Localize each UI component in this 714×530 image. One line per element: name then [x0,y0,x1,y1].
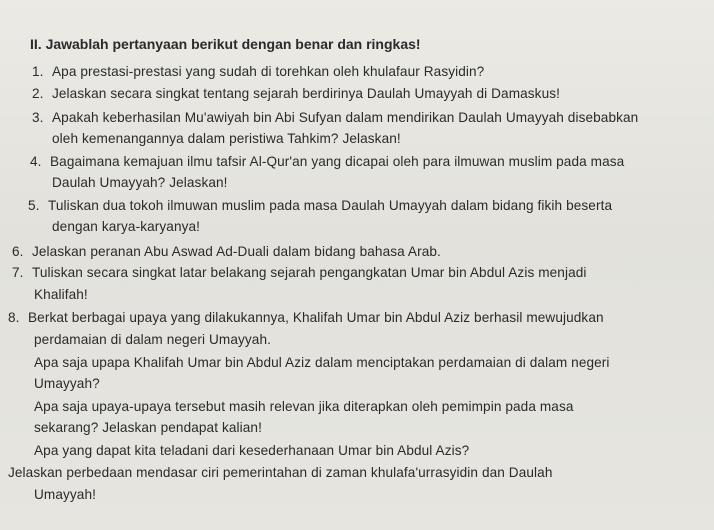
question-line [34,420,262,435]
question-line [34,443,469,458]
question-text: Apa saja upapa Khalifah Umar bin Abdul Aziz dalam menciptakan perdamaian di dalam negeri [34,355,610,370]
question-text: dengan karya-karyanya! [52,219,201,234]
question-line [52,131,401,146]
question-line [52,175,228,190]
question-line [34,487,96,502]
question-text: Jelaskan secara singkat tentang sejarah berdirinya Daulah Umayyah di Damaskus! [52,86,561,101]
question-text: Tuliskan secara singkat latar belakang sejarah pengangkatan Umar bin Abdul Azis menjadi [32,265,587,280]
question-number: 4. [30,154,42,169]
question-text: Apa prestasi-prestasi yang sudah di torehkan oleh khulafaur Rasyidin? [52,64,485,79]
question-text: sekarang? Jelaskan pendapat kalian! [34,420,262,435]
question-number: 8. [8,310,20,325]
question-text: Apa saja upaya-upaya tersebut masih relevan jika diterapkan oleh pemimpin pada masa [34,399,574,414]
question-text: perdamaian di dalam negeri Umayyah. [34,332,271,347]
question-line [28,198,612,213]
question-line [32,110,638,125]
question-line [34,376,100,391]
question-line [8,465,553,480]
question-line [34,355,610,370]
question-text: Jelaskan peranan Abu Aswad Ad-Duali dalam bidang bahasa Arab. [32,244,441,259]
question-text: Tuliskan dua tokoh ilmuwan muslim pada masa Daulah Umayyah dalam bidang fikih beserta [48,198,613,213]
question-line [34,287,88,302]
question-line [8,310,604,325]
question-line [32,64,484,79]
question-number: 5. [28,198,40,213]
question-number: 3. [32,110,44,125]
question-text: oleh kemenangannya dalam peristiwa Tahkim? Jelaskan! [52,131,401,146]
question-line [52,219,200,234]
question-text: Umayyah? [34,376,100,391]
question-line [12,265,587,280]
section-marker: II. [30,36,42,52]
question-number: 6. [12,244,24,259]
question-text: Apa yang dapat kita teladani dari kesederhanaan Umar bin Abdul Azis? [34,443,470,458]
question-text: Umayyah! [34,487,96,502]
question-line [34,399,574,414]
question-number: 7. [12,265,24,280]
question-line [30,154,624,169]
question-line [12,244,441,259]
question-text: Apakah keberhasilan Mu'awiyah bin Abi Sufyan dalam mendirikan Daulah Umayyah disebabkan [52,110,639,125]
question-text: Bagaimana kemajuan ilmu tafsir Al-Qur'an yang dicapai oleh para ilmuwan muslim pada masa [50,154,625,169]
question-number: 2. [32,86,44,101]
question-line [34,332,271,347]
question-text: Jelaskan perbedaan mendasar ciri pemerintahan di zaman khulafa'urrasyidin dan Daulah [8,465,553,480]
question-text: Khalifah! [34,287,88,302]
section-heading [30,36,421,52]
section-title: Jawablah pertanyaan berikut dengan benar dan ringkas! [45,36,421,52]
question-text: Daulah Umayyah? Jelaskan! [52,175,228,190]
question-number: 1. [32,64,44,79]
question-text: Berkat berbagai upaya yang dilakukannya, Khalifah Umar bin Abdul Aziz berhasil mewujudkan [28,310,604,325]
question-line [32,86,560,101]
